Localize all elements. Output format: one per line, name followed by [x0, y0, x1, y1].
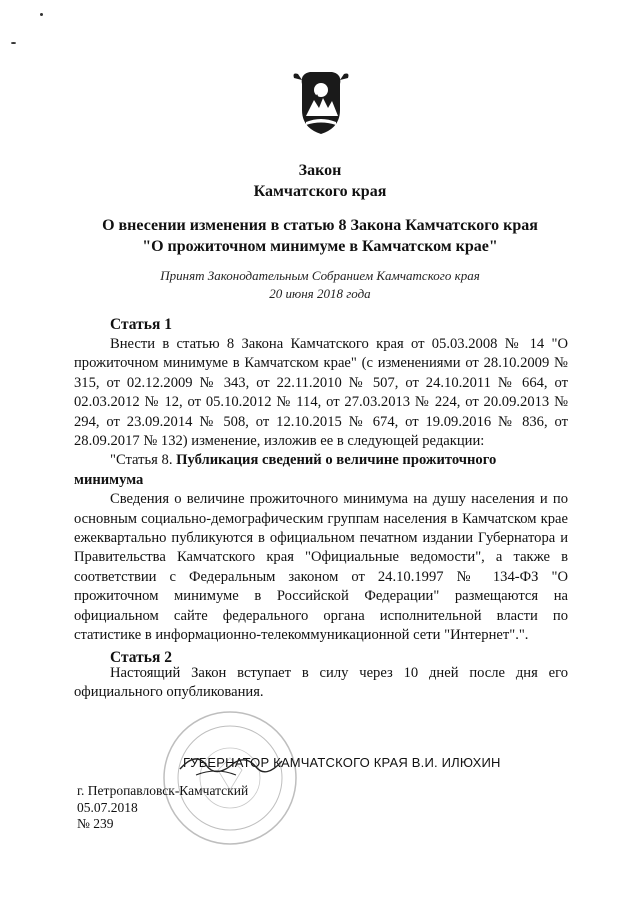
law-title-line1: О внесении изменения в статью 8 Закона Камчатского края [102, 217, 538, 234]
article1-body [74, 335, 568, 646]
adopted-by: Принят Законодательным Собранием Камчатского края [160, 268, 480, 283]
adopted-date: 20 июня 2018 года [269, 286, 371, 301]
article2-body [74, 664, 568, 703]
quote-prefix: "Статья 8. [110, 452, 173, 469]
quote-title: Публикация сведений о величине прожиточного минимума [74, 452, 497, 488]
article2-text: Настоящий Закон вступает в силу через 10 дней после дня его официального опубликования. [74, 665, 568, 701]
law-number: № 239 [77, 816, 114, 831]
sign-date: 05.07.2018 [77, 799, 138, 815]
doc-type-title: Закон [298, 162, 342, 179]
governor-signature: ГУБЕРНАТОР КАМЧАТСКОГО КРАЯ В.И. ИЛЮХИН [183, 755, 501, 770]
article1-intro: Внести в статью 8 Закона Камчатского края от 05.03.2008 № 14 "О прожиточном минимуме в Камчатском крае" (с изменениями от 28.10.2009 № 315, от 02.12.2009 № 343, от 22.11.2010 № 507, от 24.10.2011 № 664, от 02.03.2012 № 12, от 05.10.2012 № 114, от 27.03.2013 № 224, от 20.09.2013 № 294, от 23.09.2014 № 508, от 12.10.2015 № 674, от 19.09.2016 № 836, от 28.09.2017 № 132) изменение, изложив ее в следующей редакции: [74, 336, 568, 450]
place-block [77, 783, 248, 833]
city: г. Петропавловск-Камчатский [77, 783, 249, 798]
signature-scribble [176, 745, 286, 785]
region-title: Камчатского края [253, 183, 387, 200]
scan-speck [40, 13, 43, 16]
article1-quote-heading [74, 451, 568, 490]
scan-speck [11, 42, 16, 44]
article1-quote-body: Сведения о величине прожиточного минимума на душу населения и по основным социально-демографическим группам населения в Камчатском крае ежеквартально публикуются в официальном печатном издании Губернатора и Правительства Камчатского края "Официальные ведомости", а также в соответствии с Федеральным законом от 24.10.1997 № 134-ФЗ "О прожиточном минимуме в Российской Федерации" размещаются на официальном сайте федерального органа исполнительной власти по статистике в информационно-телекоммуникационной сети "Интернет".". [74, 491, 568, 644]
law-title-line2: "О прожиточном минимуме в Камчатском крае" [142, 238, 498, 255]
article2-heading: Статья 2 [110, 649, 172, 666]
coat-of-arms-emblem [292, 70, 350, 136]
article1-heading: Статья 1 [110, 316, 172, 333]
